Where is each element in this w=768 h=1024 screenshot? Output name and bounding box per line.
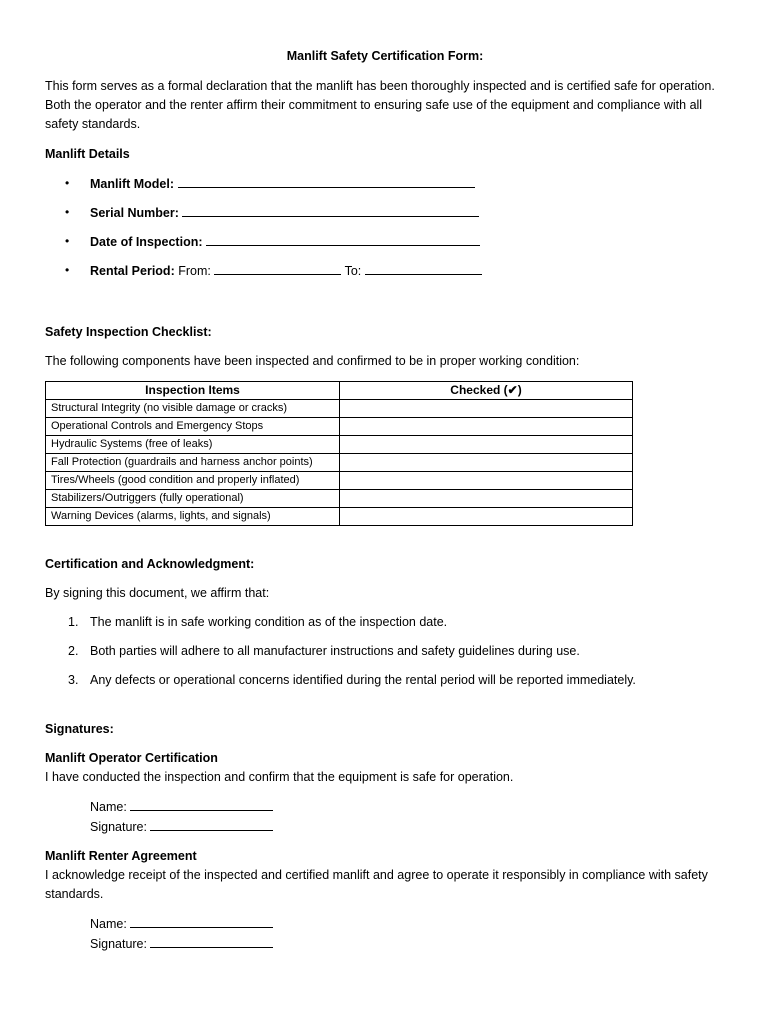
operator-heading: Manlift Operator Certification — [45, 751, 218, 765]
list-item — [45, 232, 725, 261]
operator-name-label: Name: — [90, 800, 127, 814]
checklist-intro: The following components have been inspected and confirmed to be in proper working condition: — [45, 354, 580, 368]
inspection-item: Warning Devices (alarms, lights, and signals) — [46, 508, 340, 526]
checklist-heading: Safety Inspection Checklist: — [45, 325, 212, 339]
rental-period-label: Rental Period: — [90, 264, 175, 278]
signatures-heading: Signatures: — [45, 722, 114, 736]
checked-cell[interactable] — [340, 490, 633, 508]
inspection-date-label: Date of Inspection: — [90, 235, 203, 249]
table-row — [46, 436, 633, 454]
renter-heading: Manlift Renter Agreement — [45, 849, 197, 863]
list-item — [45, 261, 725, 290]
to-label: To: — [344, 264, 362, 278]
operator-name-field[interactable] — [130, 797, 273, 811]
renter-name-row — [45, 914, 725, 934]
affirmation-list — [45, 613, 725, 700]
operator-statement: I have conducted the inspection and confirm that the equipment is safe for operation. — [45, 770, 514, 784]
form-intro: This form serves as a formal declaration that the manlift has been thoroughly inspected and is certified safe for operation. Both the operator and the renter affirm their commitment to ensuring safe use of the equipment and compliance with all safety standards. — [45, 79, 715, 131]
renter-statement: I acknowledge receipt of the inspected and certified manlift and agree to operate it responsibly in compliance with safety standards. — [45, 868, 708, 901]
serial-number-field[interactable] — [182, 203, 479, 217]
table-row — [46, 490, 633, 508]
rental-to-field[interactable] — [365, 261, 482, 275]
inspection-table — [45, 381, 633, 526]
list-item — [45, 613, 725, 642]
manlift-model-field[interactable] — [178, 174, 475, 188]
rental-from-field[interactable] — [214, 261, 341, 275]
item-number: 2. — [68, 644, 79, 658]
inspection-item: Tires/Wheels (good condition and properly inflated) — [46, 472, 340, 490]
checked-cell[interactable] — [340, 436, 633, 454]
operator-name-row — [45, 797, 725, 817]
checked-header: Checked (✔) — [340, 382, 633, 400]
table-row — [46, 418, 633, 436]
manlift-model-label: Manlift Model: — [90, 177, 175, 191]
inspection-item: Stabilizers/Outriggers (fully operational) — [46, 490, 340, 508]
inspection-item: Operational Controls and Emergency Stops — [46, 418, 340, 436]
affirmation-text: Both parties will adhere to all manufacturer instructions and safety guidelines during use. — [90, 644, 580, 658]
details-list — [45, 174, 725, 290]
from-label: From: — [178, 264, 211, 278]
table-row — [46, 508, 633, 526]
list-item — [45, 174, 725, 203]
inspection-item: Structural Integrity (no visible damage or cracks) — [46, 400, 340, 418]
checked-cell[interactable] — [340, 508, 633, 526]
checked-cell[interactable] — [340, 400, 633, 418]
inspection-item: Hydraulic Systems (free of leaks) — [46, 436, 340, 454]
form-title: Manlift Safety Certification Form: — [286, 49, 484, 63]
renter-signature-label: Signature: — [90, 937, 147, 951]
operator-signature-label: Signature: — [90, 820, 147, 834]
operator-block — [45, 749, 725, 837]
checked-cell[interactable] — [340, 418, 633, 436]
list-item — [45, 203, 725, 232]
renter-block — [45, 847, 725, 954]
inspection-items-header: Inspection Items — [46, 382, 340, 400]
table-header-row — [46, 382, 633, 400]
inspection-item: Fall Protection (guardrails and harness anchor points) — [46, 454, 340, 472]
details-heading: Manlift Details — [45, 147, 130, 161]
list-item — [45, 671, 725, 700]
item-number: 3. — [68, 673, 79, 687]
renter-name-label: Name: — [90, 917, 127, 931]
list-item — [45, 642, 725, 671]
certification-heading: Certification and Acknowledgment: — [45, 557, 255, 571]
checked-cell[interactable] — [340, 472, 633, 490]
serial-number-label: Serial Number: — [90, 206, 179, 220]
checked-cell[interactable] — [340, 454, 633, 472]
operator-signature-row — [45, 817, 725, 837]
renter-name-field[interactable] — [130, 914, 273, 928]
affirmation-text: Any defects or operational concerns identified during the rental period will be reported immediately. — [90, 673, 636, 687]
renter-signature-row — [45, 934, 725, 954]
affirmation-text: The manlift is in safe working condition as of the inspection date. — [90, 615, 448, 629]
certification-intro: By signing this document, we affirm that: — [45, 586, 270, 600]
table-row — [46, 472, 633, 490]
renter-signature-field[interactable] — [150, 934, 273, 948]
inspection-date-field[interactable] — [206, 232, 480, 246]
table-row — [46, 454, 633, 472]
operator-signature-field[interactable] — [150, 817, 273, 831]
document-page — [45, 47, 725, 964]
table-row — [46, 400, 633, 418]
item-number: 1. — [68, 615, 79, 629]
